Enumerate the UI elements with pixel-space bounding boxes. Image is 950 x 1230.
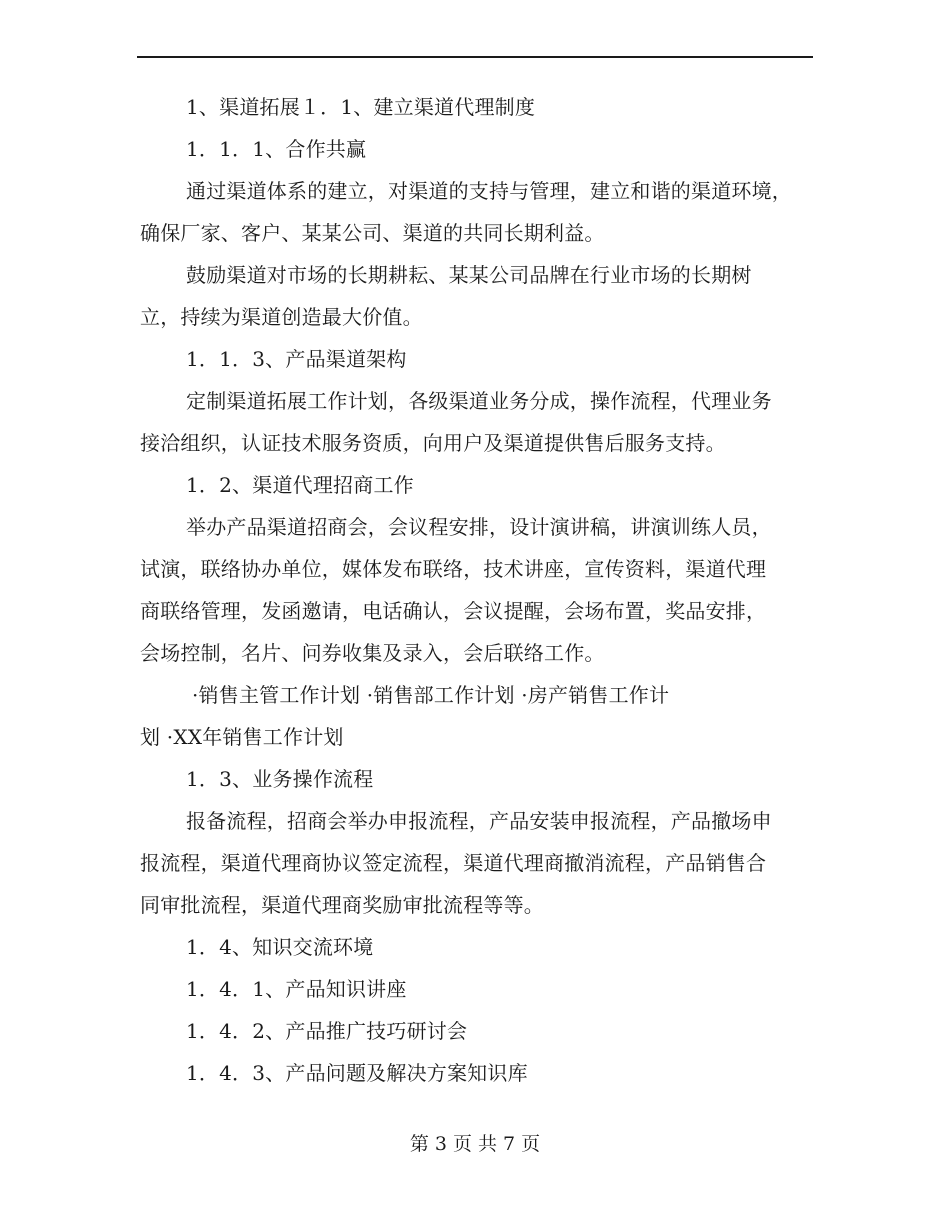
heading-promotion-seminar: 1．4．2、产品推广技巧研讨会 bbox=[186, 1019, 468, 1043]
heading-win-win: 1．1．1、合作共赢 bbox=[186, 137, 367, 161]
heading-knowledge-exchange: 1．4、知识交流环境 bbox=[186, 935, 374, 959]
document-body bbox=[140, 86, 816, 1094]
heading-channel-expansion: 1、渠道拓展１．1、建立渠道代理制度 bbox=[186, 95, 536, 119]
paragraph-line: 立，持续为渠道创造最大价值。 bbox=[140, 305, 423, 329]
footer-total-pages: 7 bbox=[503, 1133, 516, 1155]
paragraph-line: 报流程，渠道代理商协议签定流程，渠道代理商撤消流程，产品销售合 bbox=[140, 851, 767, 875]
heading-business-process: 1．3、业务操作流程 bbox=[186, 767, 374, 791]
footer-total-unit: 页 bbox=[521, 1133, 541, 1155]
paragraph-line: 商联络管理，发函邀请，电话确认，会议提醒，会场布置，奖品安排， bbox=[140, 599, 767, 623]
heading-product-lecture: 1．4．1、产品知识讲座 bbox=[186, 977, 407, 1001]
paragraph-line: 同审批流程，渠道代理商奖励审批流程等等。 bbox=[140, 893, 544, 917]
page-footer bbox=[0, 1130, 950, 1158]
heading-agent-recruitment: 1．2、渠道代理招商工作 bbox=[186, 473, 414, 497]
footer-page-number: 3 bbox=[434, 1133, 447, 1155]
heading-channel-architecture: 1．1．3、产品渠道架构 bbox=[186, 347, 407, 371]
paragraph-line: 接洽组织，认证技术服务资质，向用户及渠道提供售后服务支持。 bbox=[140, 431, 726, 455]
paragraph-line: 会场控制，名片、问券收集及录入，会后联络工作。 bbox=[140, 641, 605, 665]
related-links-line: 划 ·XX年销售工作计划 bbox=[140, 725, 344, 749]
paragraph-line: 报备流程，招商会举办申报流程，产品安装申报流程，产品撤场申 bbox=[186, 809, 772, 833]
footer-total-label: 共 bbox=[478, 1133, 498, 1155]
paragraph-line: 定制渠道拓展工作计划，各级渠道业务分成，操作流程，代理业务 bbox=[186, 389, 772, 413]
paragraph-line: 鼓励渠道对市场的长期耕耘、某某公司品牌在行业市场的长期树 bbox=[186, 263, 752, 287]
paragraph-line: 通过渠道体系的建立，对渠道的支持与管理，建立和谐的渠道环境， bbox=[186, 179, 792, 203]
paragraph-line: 举办产品渠道招商会，会议程安排，设计演讲稿，讲演训练人员， bbox=[186, 515, 772, 539]
footer-page-unit: 页 bbox=[452, 1133, 472, 1155]
paragraph-line: 试演，联络协办单位，媒体发布联络，技术讲座，宣传资料，渠道代理 bbox=[140, 557, 767, 581]
header-rule bbox=[137, 56, 813, 58]
footer-page-label: 第 bbox=[409, 1133, 429, 1155]
paragraph-line: 确保厂家、客户、某某公司、渠道的共同长期利益。 bbox=[140, 221, 605, 245]
related-links-line: ·销售主管工作计划 ·销售部工作计划 ·房产销售工作计 bbox=[192, 683, 670, 707]
heading-knowledge-base: 1．4．3、产品问题及解决方案知识库 bbox=[186, 1061, 528, 1085]
